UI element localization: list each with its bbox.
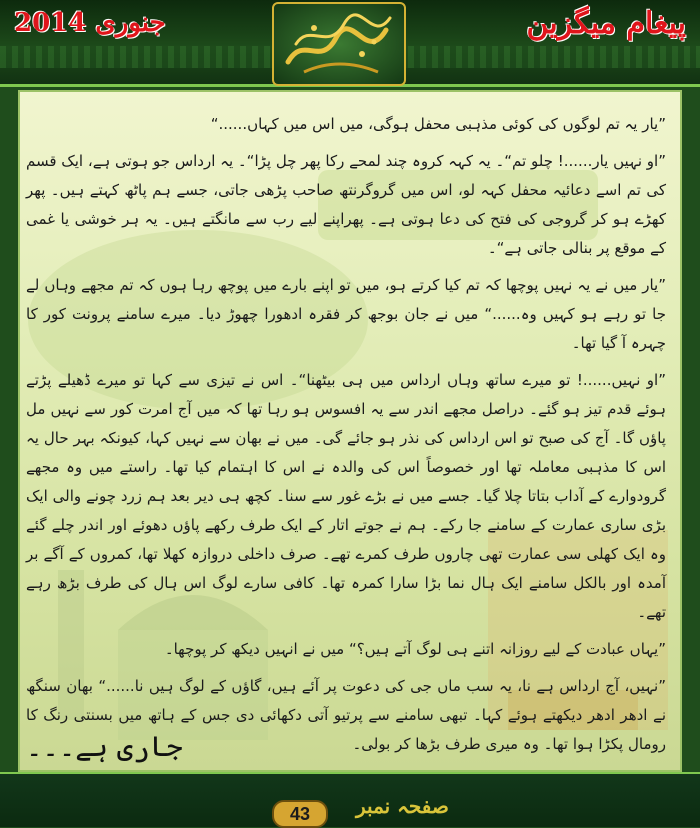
page-label: صفحہ نمبر	[356, 794, 449, 818]
article-paragraph: ”یہاں عبادت کے لیے روزانہ اتنے ہی لوگ آتے ہیں؟“ میں نے انہیں دیکھ کر پوچھا۔	[164, 640, 666, 658]
article-text	[26, 110, 666, 804]
article-paragraph: ”یار یہ تم لوگوں کی کوئی مذہبی محفل ہوگی، میں اس میں کہاں......“	[210, 115, 666, 133]
article-paragraph: ”یار میں نے یہ نہیں پوچھا کہ تم کیا کرتے ہو، میں تو اپنے بارے میں پوچھ رہا ہوں کہ تم مجھے وہاں لے جا تو رہے ہو کہیں وہ......“ میں نے جان بوجھ کر فقرہ ادھورا چھوڑ دیا۔ میرے سامنے پرونت کور کا چہرہ آ گیا تھا۔	[26, 276, 666, 352]
article-paragraph: ”نہیں، آج ارداس ہے نا، یہ سب ماں جی کی دعوت پر آئے ہیں، گاؤں کے لوگ ہیں نا......“ بھان سنگھ نے ادھر ادھر دیکھتے ہوئے کہا۔ تبھی سامنے سے پرتیو آتی دکھائی دی جس کے ہاتھ میں بسنتی رنگ کا رومال پکڑا ہوا تھا۔ وہ میری طرف بڑھا کر بولی۔	[26, 677, 666, 753]
magazine-header	[0, 0, 700, 87]
continued-label: جاری ہے۔۔۔	[26, 730, 183, 763]
page-number: 43	[272, 800, 328, 828]
calligraphy-emblem-icon	[272, 2, 406, 86]
magazine-title: پیغام میگزین	[526, 6, 686, 41]
article-paragraph: ”او نہیں......! تو میرے ساتھ وہاں ارداس میں ہی بیٹھنا“۔ اس نے تیزی سے کہا تو میرے ڈھیلے پڑتے ہوئے قدم تیز ہو گئے۔ دراصل مجھے اندر سے یہ افسوس ہو رہا تھا کہ میں آج امرت کور سے نہیں مل پاؤں گا۔ آج کی صبح تو اس ارداس کی نذر ہو جائے گی۔ میں نے بھان سے نہیں کہا، کیونکہ بہر حال یہ اس کا مذہبی معاملہ تھا اور خصوصاً اس کی والدہ نے اس کا اہتمام کیا تھا۔ راستے میں وہ مجھے گرودوارے کے آداب بتاتا چلا گیا۔ جسے میں نے بڑے غور سے سنا۔ کچھ ہی دیر بعد ہم زرد چونے والی ایک بڑی ساری عمارت کے سامنے جا رکے۔ ہم نے جوتے اتار کے ایک طرف رکھے پاؤں دھوئے اور اندر چلے گئے وہ ایک کھلی سی عمارت تھی چاروں طرف کمرے تھے۔ صرف داخلی دروازہ کھلا تھا، کمروں کے آگے بر آمدہ اور بالکل سامنے ایک ہال نما بڑا سارا کمرہ تھا۔ کافی سارے لوگ اس ہال کی طرف بڑھ رہے تھے۔	[26, 371, 666, 621]
page-footer	[0, 772, 700, 827]
issue-date: جنوری 2014	[14, 8, 166, 38]
article-page	[18, 90, 682, 772]
article-paragraph: ”او نہیں یار......! چلو تم“۔ یہ کہہ کروہ چند لمحے رکا پھر چل پڑا“۔ یہ ارداس جو ہوتی ہے، ایک قسم کی تم اسے دعائیہ محفل کہہ لو، اس میں گروگرنتھ صاحب پڑھی جاتی، جسے ہم پاٹھ کہتے ہیں۔ پھر کھڑے ہو کر گروجی کی فتح کی دعا ہوتی ہے۔ پھراپنے لیے رب سے مانگتے ہیں۔ یہ ہر خوشی یا غمی کے موقع پر بنالی جاتی ہے“۔	[26, 152, 666, 257]
